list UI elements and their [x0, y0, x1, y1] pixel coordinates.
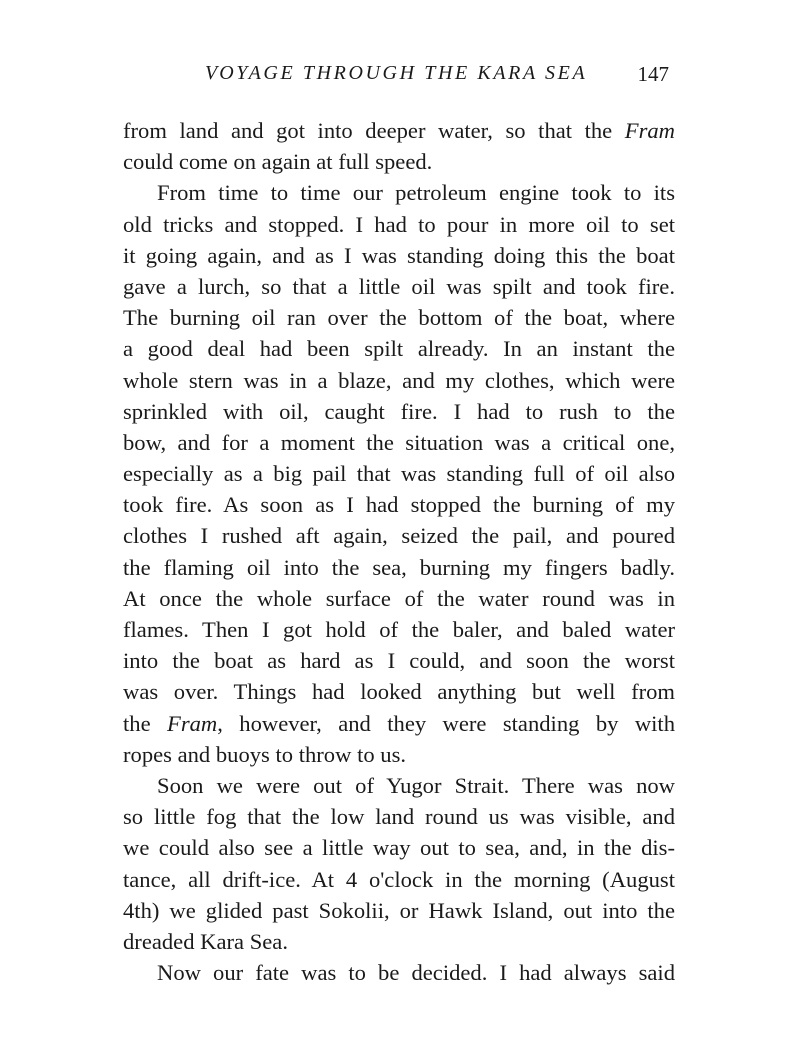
- text-run: , however, and they were standing by with: [217, 710, 675, 736]
- text-run: was over. Things had looked anything but well from: [123, 679, 675, 705]
- running-head: [123, 62, 675, 92]
- text-run: took fire. As soon as I had stopped the burning of my: [123, 492, 675, 518]
- text-line: [123, 801, 675, 832]
- text-run: sprinkled with oil, caught fire. I had to rush to the: [123, 398, 675, 424]
- text-line: [123, 240, 675, 271]
- text-run: Soon we were out of Yugor Strait. There was now: [157, 772, 675, 798]
- text-line: [123, 864, 675, 895]
- text-run: At once the whole surface of the water round was in: [123, 585, 675, 611]
- text-line: [123, 146, 675, 177]
- text-line: [123, 614, 675, 645]
- paragraph: [123, 770, 675, 957]
- text-run: especially as a big pail that was standing full of oil also: [123, 461, 675, 487]
- text-line: [123, 552, 675, 583]
- running-title: VOYAGE THROUGH THE KARA SEA: [205, 62, 588, 84]
- text-line: [123, 396, 675, 427]
- text-run: a good deal had been spilt already. In an instant the: [123, 336, 675, 362]
- text-line: [123, 115, 675, 146]
- text-line: [123, 209, 675, 240]
- text-line: [123, 957, 675, 988]
- text-run: from land and got into deeper water, so that the: [123, 118, 625, 143]
- text-line: [123, 489, 675, 520]
- text-line: [123, 739, 675, 770]
- text-line: [123, 302, 675, 333]
- body-text: [123, 115, 675, 988]
- text-run: clothes I rushed aft again, seized the pail, and poured: [123, 523, 675, 549]
- text-run: old tricks and stopped. I had to pour in more oil to set: [123, 211, 675, 237]
- text-line: [123, 520, 675, 551]
- text-run: we could also see a little way out to sea, and, in the dis-: [123, 835, 675, 861]
- text-run: bow, and for a moment the situation was a critical one,: [123, 429, 675, 455]
- text-run: Now our fate was to be decided. I had always said: [157, 960, 675, 986]
- text-run: ropes and buoys to throw to us.: [123, 741, 407, 767]
- text-line: [123, 895, 675, 926]
- paragraph: [123, 115, 675, 177]
- ship-name-italic: Fram: [624, 118, 675, 143]
- paragraph: [123, 957, 675, 988]
- text-line: [123, 770, 675, 801]
- paragraph: [123, 177, 675, 770]
- text-line: [123, 365, 675, 396]
- text-run: flames. Then I got hold of the baler, and baled water: [123, 617, 675, 642]
- text-run: could come on again at full speed.: [123, 149, 433, 175]
- text-line: [123, 926, 675, 957]
- text-run: so little fog that the low land round us was visible, and: [123, 804, 675, 830]
- text-run: whole stern was in a blaze, and my clothes, which were: [123, 367, 675, 393]
- ship-name-italic: Fram: [167, 710, 218, 736]
- text-run: the: [123, 710, 168, 736]
- text-run: gave a lurch, so that a little oil was spilt and took fire.: [123, 273, 675, 299]
- text-run: it going again, and as I was standing doing this the boat: [123, 242, 675, 268]
- text-line: [123, 708, 675, 739]
- text-run: into the boat as hard as I could, and soon the worst: [123, 648, 675, 674]
- text-line: [123, 645, 675, 676]
- text-line: [123, 676, 675, 707]
- text-line: [123, 458, 675, 489]
- text-line: [123, 177, 675, 208]
- text-line: [123, 333, 675, 364]
- text-run: 4th) we glided past Sokolii, or Hawk Island, out into the: [123, 897, 675, 923]
- text-line: [123, 583, 675, 614]
- text-line: [123, 271, 675, 302]
- text-run: the flaming oil into the sea, burning my fingers badly.: [123, 554, 675, 580]
- text-line: [123, 832, 675, 863]
- text-run: tance, all drift-ice. At 4 o'clock in the morning (August: [123, 866, 675, 892]
- text-line: [123, 427, 675, 458]
- text-run: dreaded Kara Sea.: [123, 928, 288, 954]
- text-run: The burning oil ran over the bottom of the boat, where: [123, 305, 675, 331]
- text-run: From time to time our petroleum engine took to its: [157, 180, 675, 206]
- page-number: 147: [637, 62, 669, 86]
